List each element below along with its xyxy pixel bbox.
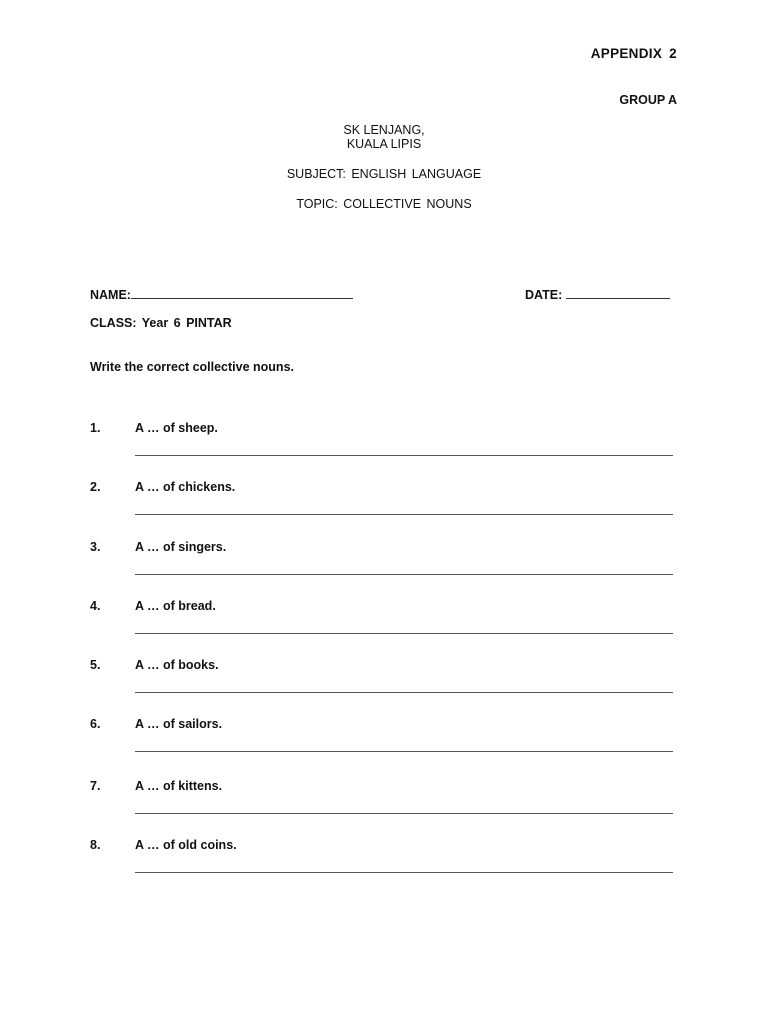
answer-line[interactable] <box>135 692 673 693</box>
answer-line[interactable] <box>135 813 673 814</box>
question-text: A … of old coins. <box>135 838 237 852</box>
question-text: A … of books. <box>135 658 219 672</box>
name-field <box>90 286 353 302</box>
date-label: DATE: <box>525 288 563 302</box>
name-blank[interactable] <box>131 286 353 299</box>
school-line-2: KUALA LIPIS <box>346 137 422 151</box>
question-text: A … of sheep. <box>135 421 218 435</box>
question-number: 1. <box>90 421 101 435</box>
question-item <box>0 599 768 649</box>
question-item <box>0 658 768 708</box>
answer-line[interactable] <box>135 633 673 634</box>
answer-line[interactable] <box>135 514 673 515</box>
question-number: 6. <box>90 717 101 731</box>
answer-line[interactable] <box>135 751 673 752</box>
appendix-label: APPENDIX 2 <box>590 46 677 61</box>
question-number: 8. <box>90 838 101 852</box>
name-label: NAME: <box>90 288 131 302</box>
school-name <box>0 123 768 151</box>
question-text: A … of bread. <box>135 599 216 613</box>
answer-line[interactable] <box>135 455 673 456</box>
question-number: 2. <box>90 480 101 494</box>
question-text: A … of chickens. <box>135 480 236 494</box>
group-label: GROUP A <box>619 93 677 107</box>
question-item <box>0 421 768 471</box>
question-number: 3. <box>90 540 101 554</box>
question-item <box>0 540 768 590</box>
question-item <box>0 838 768 888</box>
answer-line[interactable] <box>135 574 673 575</box>
question-item <box>0 480 768 530</box>
class-label: CLASS: Year 6 PINTAR <box>90 316 232 330</box>
instruction-text: Write the correct collective nouns. <box>90 360 294 374</box>
school-line-1: SK LENJANG, <box>343 123 425 137</box>
question-number: 7. <box>90 779 101 793</box>
question-number: 4. <box>90 599 101 613</box>
date-field <box>525 286 670 302</box>
date-blank[interactable] <box>566 286 670 299</box>
question-item <box>0 779 768 829</box>
answer-line[interactable] <box>135 872 673 873</box>
question-number: 5. <box>90 658 101 672</box>
question-item <box>0 717 768 767</box>
question-text: A … of singers. <box>135 540 227 554</box>
question-text: A … of kittens. <box>135 779 223 793</box>
subject-heading: SUBJECT: ENGLISH LANGUAGE <box>286 167 482 181</box>
topic-heading: TOPIC: COLLECTIVE NOUNS <box>296 197 472 211</box>
question-text: A … of sailors. <box>135 717 223 731</box>
